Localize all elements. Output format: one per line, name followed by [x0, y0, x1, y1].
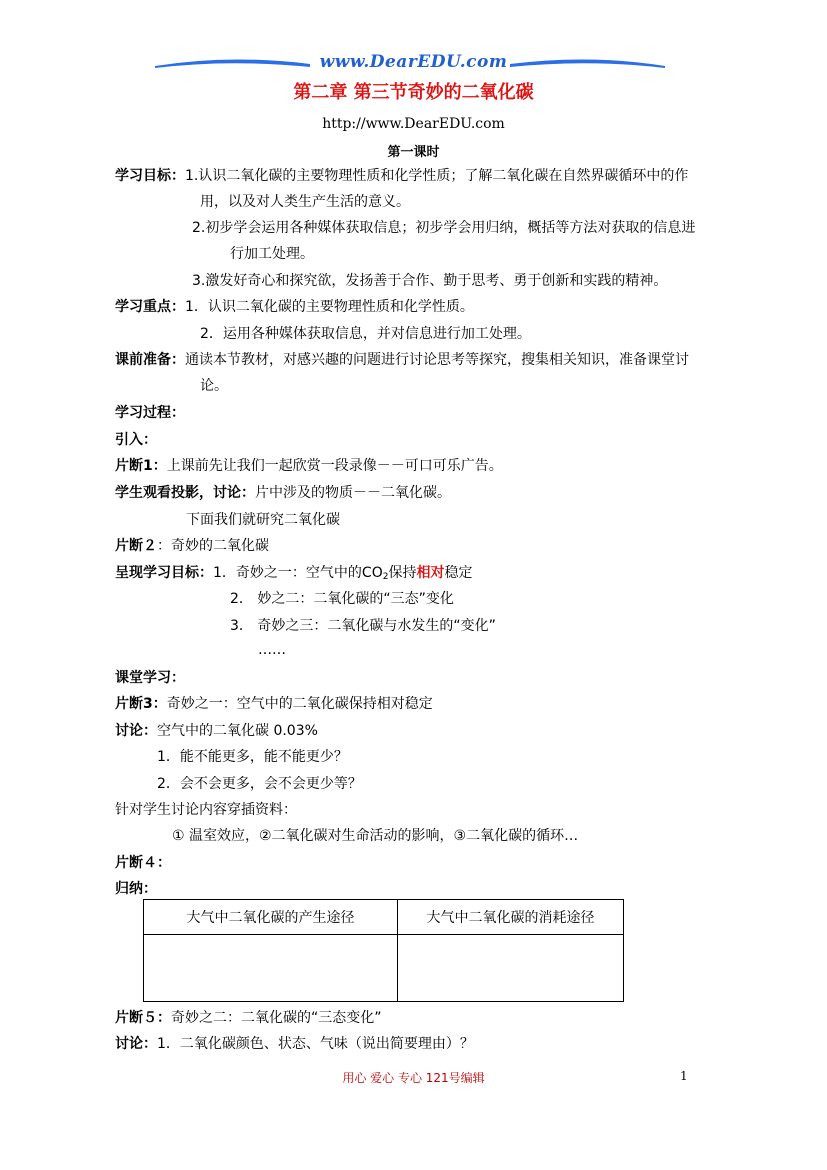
- goal-1-line-2: 用，以及对人类生产生活的意义。: [200, 194, 410, 210]
- key-point-1: 1．认识二氧化碳的主要物理性质和化学性质。: [185, 299, 474, 315]
- key-point-2: 2．运用各种媒体获取信息，并对信息进行加工处理。: [200, 326, 531, 342]
- discussion-text: 空气中的二氧化碳 0.03%: [157, 723, 318, 739]
- classroom-label: 课堂学习：: [115, 670, 185, 686]
- goal-2-line-2: 行加工处理。: [230, 246, 314, 262]
- present-goal-3: 3． 奇妙之三：二氧化碳与水发生的“变化”: [230, 618, 496, 634]
- site-url[interactable]: http://www.DearEDU.com: [322, 116, 505, 132]
- clip-5-text: 奇妙之二：二氧化碳的“三态变化”: [171, 1010, 382, 1026]
- present-label: 呈现学习目标：: [115, 565, 213, 581]
- prep-line-2: 论。: [200, 378, 228, 394]
- intro-label: 引入：: [115, 432, 157, 448]
- question-1: 1．能不能更多，能不能更少？: [157, 749, 348, 765]
- clip-3-label: 片断3：: [115, 696, 167, 712]
- clip-4-label: 片断４：: [115, 855, 171, 871]
- clip-2: [115, 536, 269, 556]
- summary-label: 归纳：: [115, 881, 157, 897]
- table-cell-sinks[interactable]: [398, 935, 624, 1002]
- page-title: 第二章 第三节奇妙的二氧化碳: [293, 82, 534, 103]
- present-1-c: 稳定: [444, 565, 473, 581]
- present-goal-1: [115, 563, 472, 587]
- goals-row-1: [115, 166, 688, 186]
- prep-row-1: [115, 350, 689, 370]
- table-cell-sources[interactable]: [144, 935, 398, 1002]
- materials-list: ① 温室效应，②二氧化碳对生命活动的影响，③二氧化碳的循环…: [172, 828, 579, 844]
- key-points-label: 学习重点：: [115, 299, 185, 315]
- discussion-1: [115, 721, 318, 741]
- present-1-b: 保持: [388, 565, 417, 581]
- table-header-sinks: 大气中二氧化碳的消耗途径: [398, 900, 624, 935]
- process-label: 学习过程：: [115, 405, 185, 421]
- ellipsis: ……: [258, 642, 286, 658]
- goals-label: 学习目标：: [115, 168, 185, 184]
- clip-2-text: ：奇妙的二氧化碳: [157, 538, 269, 554]
- clip-2-label: 片断２: [115, 538, 157, 554]
- present-1-a: 1．奇妙之一：空气中的: [213, 565, 362, 581]
- discussion-2-text: 1．二氧化碳颜色、状态、气味（说出简要理由）？: [157, 1036, 474, 1052]
- watch-label: 学生观看投影，讨论：: [115, 485, 255, 501]
- goal-3: 3.激发好奇心和探究欲，发扬善于合作、勤于思考、勇于创新和实践的精神。: [192, 273, 668, 289]
- clip-1-label: 片断1：: [115, 458, 167, 474]
- table-header-sources: 大气中二氧化碳的产生途径: [144, 900, 398, 935]
- summary-table: [143, 899, 624, 1002]
- clip-1: [115, 456, 503, 476]
- clip-3-text: 奇妙之一：空气中的二氧化碳保持相对稳定: [166, 696, 433, 712]
- clip-3: [115, 694, 433, 714]
- question-2: 2．会不会更多，会不会更少等？: [157, 776, 362, 792]
- discussion-2-label: 讨论：: [115, 1036, 157, 1052]
- watch-text: 片中涉及的物质－－二氧化碳。: [255, 485, 451, 501]
- lesson-label: 第一课时: [387, 145, 440, 160]
- prep-label: 课前准备：: [115, 352, 185, 368]
- site-logo-text: www.DearEDU.com: [319, 52, 508, 72]
- next-text: 下面我们就研究二氧化碳: [186, 512, 340, 528]
- clip-5-label: 片断５：: [115, 1010, 171, 1026]
- insert-materials-text: 针对学生讨论内容穿插资料：: [115, 802, 297, 818]
- key-points-row-1: [115, 297, 474, 317]
- present-1-emphasis: 相对: [416, 565, 445, 581]
- watch-discussion: [115, 483, 451, 503]
- clip-5: [115, 1008, 382, 1028]
- discussion-2: [115, 1034, 474, 1054]
- goal-1-line-1: 1.认识二氧化碳的主要物理性质和化学性质；了解二氧化碳在自然界碳循环中的作: [185, 168, 689, 184]
- clip-1-text: 上课前先让我们一起欣赏一段录像－－可口可乐广告。: [166, 458, 503, 474]
- discussion-label: 讨论：: [115, 723, 157, 739]
- footer-text: 用心 爱心 专心 121号编辑: [342, 1071, 485, 1085]
- present-goal-2: 2． 妙之二：二氧化碳的“三态”变化: [230, 591, 454, 607]
- prep-line-1: 通读本节教材，对感兴趣的问题进行讨论思考等探究，搜集相关知识，准备课堂讨: [185, 352, 689, 368]
- co2-formula: $CO_2$: [361, 565, 389, 582]
- goal-2-line-1: 2.初步学会运用各种媒体获取信息；初步学会用归纳，概括等方法对获取的信息进: [192, 220, 696, 236]
- page-number: 1: [680, 1069, 688, 1083]
